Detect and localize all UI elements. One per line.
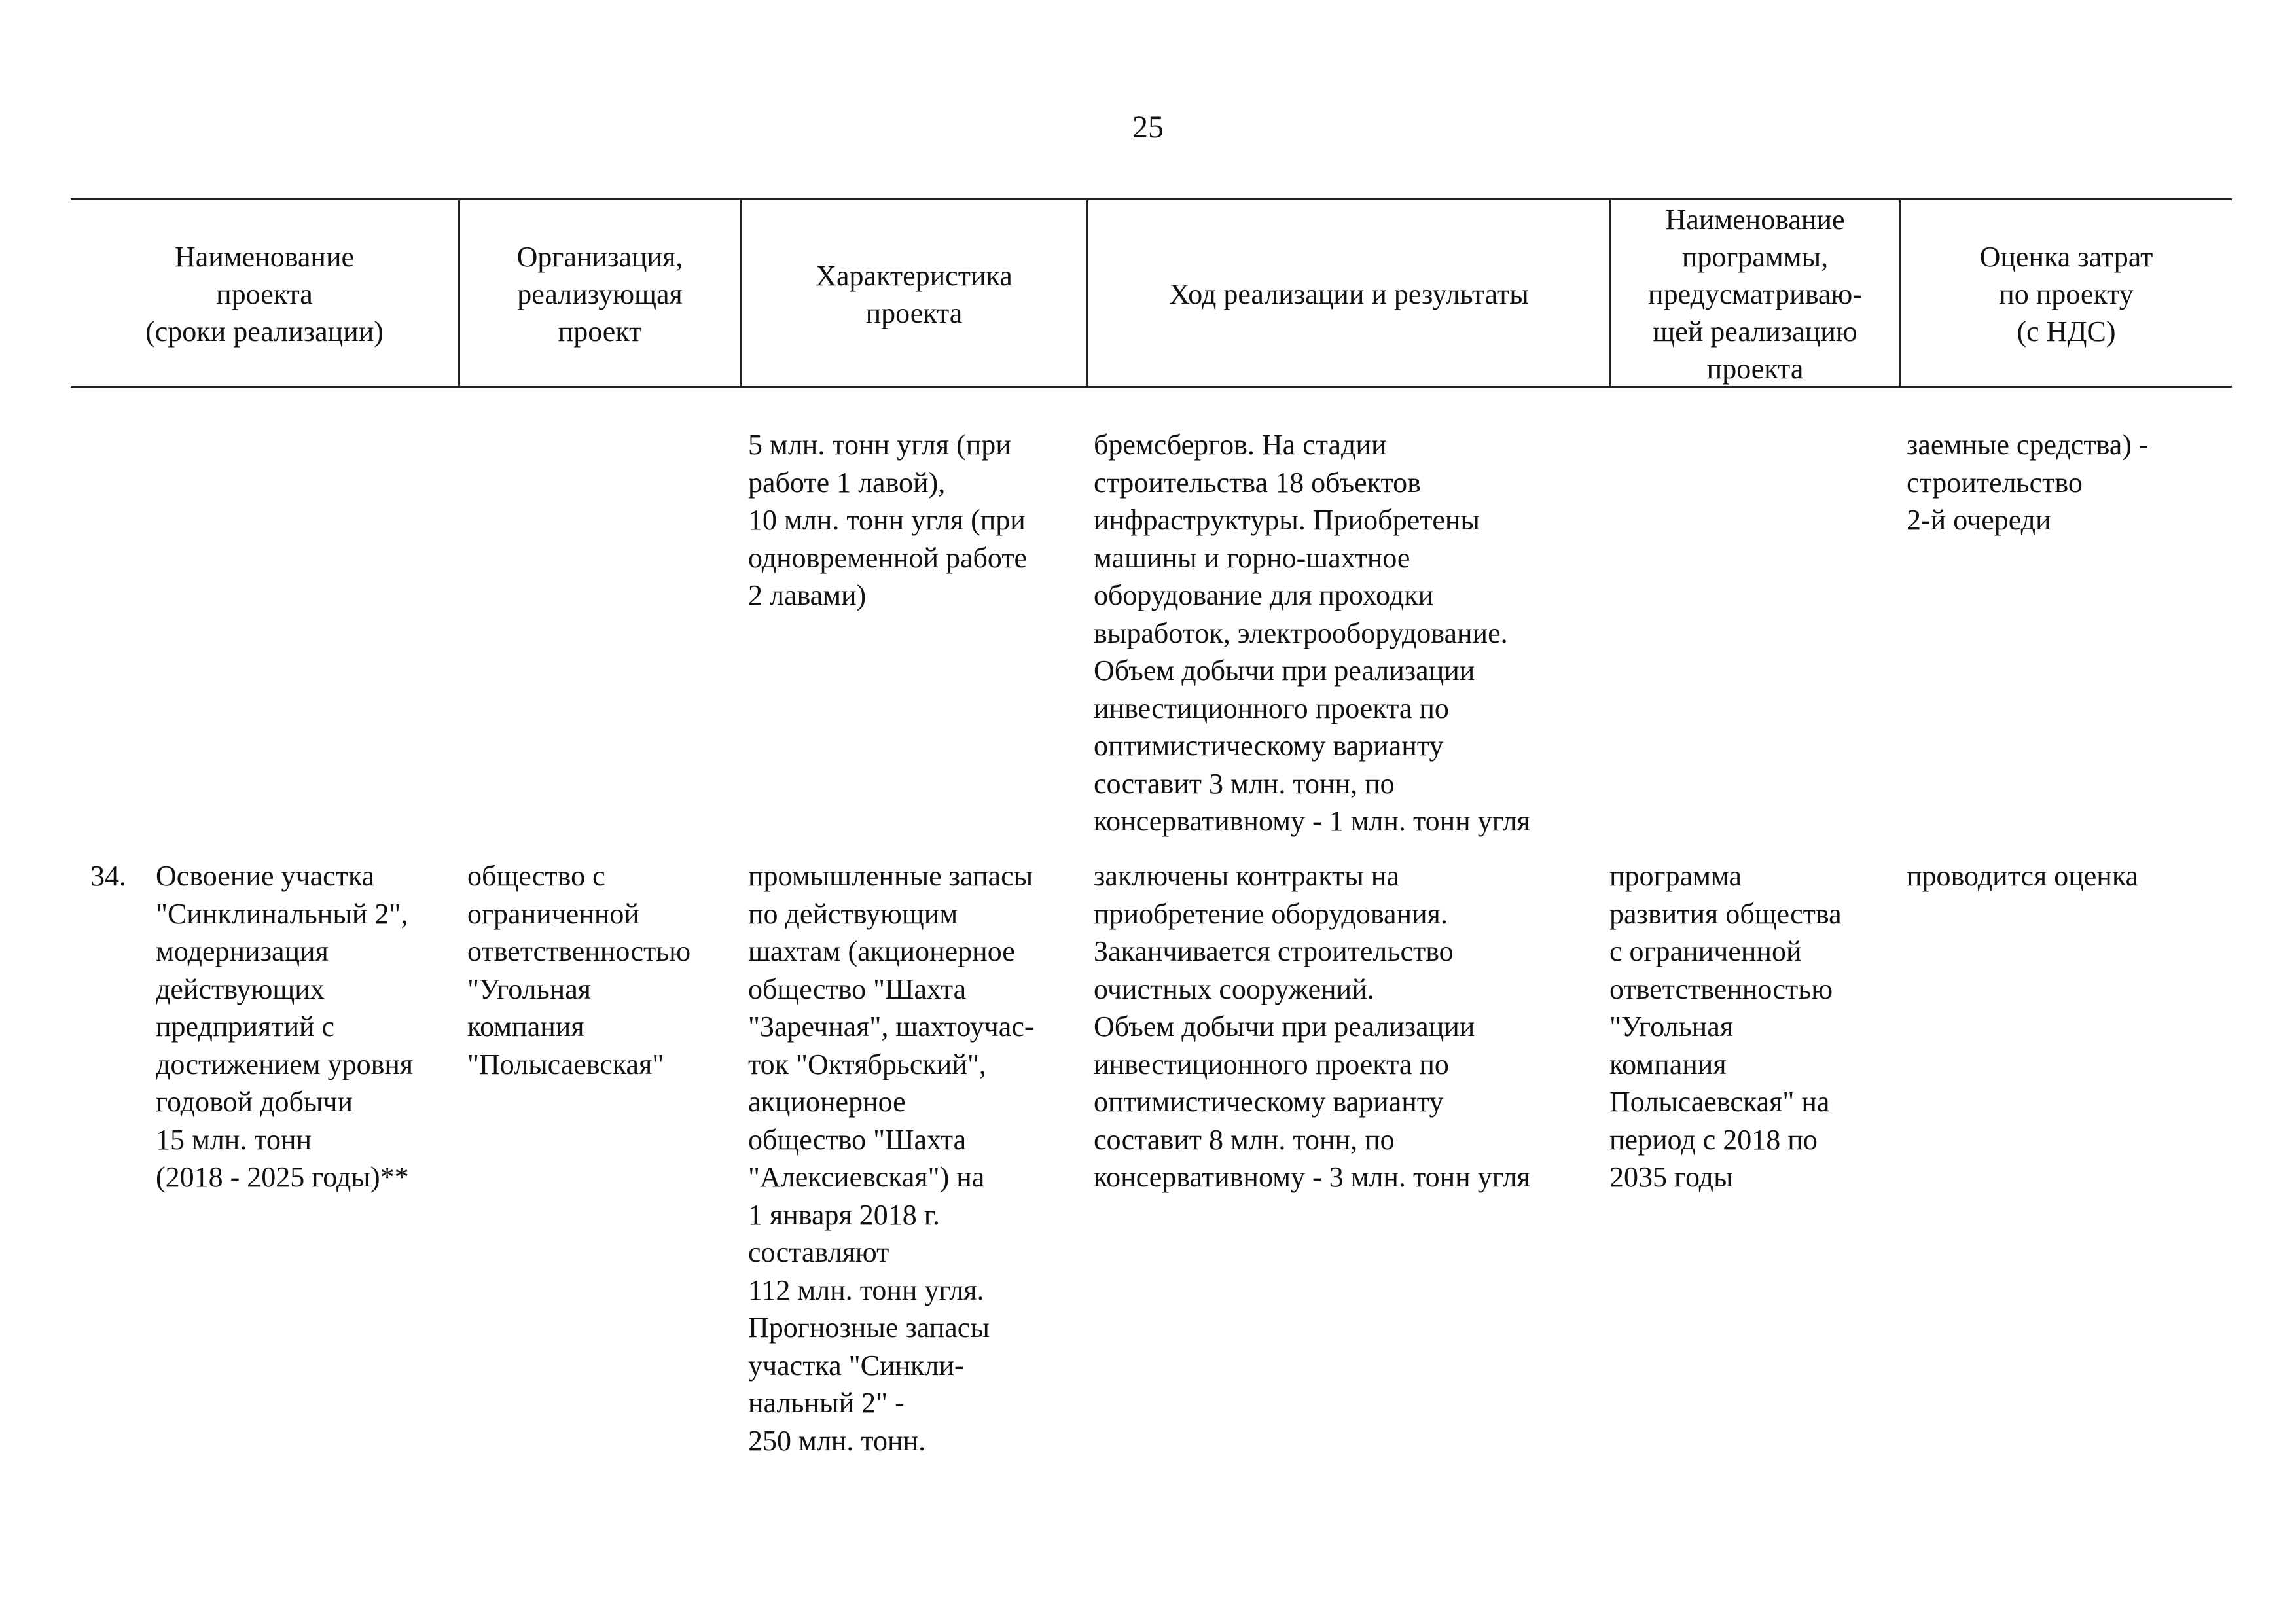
row-34-project-name: Освоение участка "Синклинальный 2", модернизация действующих предприятий с достижением уровня годовой добычи 15 млн. тонн (2018 - 2025 годы)** — [156, 860, 414, 1193]
header-characteristics: Характеристика проекта — [740, 200, 1086, 388]
header-progress: Ход реализации и результаты — [1086, 200, 1609, 388]
row-34-cost: проводится оценка — [1907, 860, 2139, 892]
header-project-name: Наименование проекта (сроки реализации) — [145, 241, 384, 348]
page-number: 25 — [1132, 110, 1164, 145]
row-34-organization: общество с ограниченной ответственностью "Угольная компания "Полысаевская" — [467, 860, 691, 1080]
row-34-characteristics: промышленные запасы по действующим шахтам (акционерное общество "Шахта "Заречная", шахтоучас- ток "Октябрьский", акционерное общество "Шахта "Алексиевская") на 1 января 2018 г. составляют 112 млн. тонн угля. Прогнозные запасы участка "Синкли- нальный 2" - 250 млн. тонн. — [748, 860, 1034, 1457]
projects-table — [71, 198, 2232, 1457]
header-cost: Оценка затрат по проекту (с НДС) — [1899, 200, 2232, 388]
continuation-cost: заемные средства) - строительство 2-й очереди — [1907, 429, 2149, 536]
row-34-program: программа развития общества с ограниченной ответственностью "Угольная компания Полысаевская" на период с 2018 по 2035 годы — [1609, 860, 1842, 1193]
header-organization: Организация, реализующая проект — [458, 200, 740, 388]
row-34-number: 34. — [90, 860, 126, 892]
table-header — [71, 198, 2232, 388]
header-program: Наименование программы, предусматриваю- щей реализацию проекта — [1609, 200, 1899, 388]
continuation-progress: бремсбергов. На стадии строительства 18 объектов инфраструктуры. Приобретены машины и горно-шахтное оборудование для проходки выработок, электрооборудование. Объем добычи при реализации инвестиционного проекта по oптимистическому варианту составит 3 млн. тонн, по консервативному - 1 млн. тонн угля — [1094, 429, 1530, 837]
row-34-progress: заключены контракты на приобретение оборудования. Заканчивается строительство очистных сооружений. Объем добычи при реализации инвестиционного проекта по oптимистическому варианту составит 8 млн. тонн, по консервативному - 3 млн. тонн угля — [1094, 860, 1530, 1193]
continuation-characteristics: 5 млн. тонн угля (при работе 1 лавой), 10 млн. тонн угля (при одновременной работе 2 лавами) — [748, 429, 1028, 611]
